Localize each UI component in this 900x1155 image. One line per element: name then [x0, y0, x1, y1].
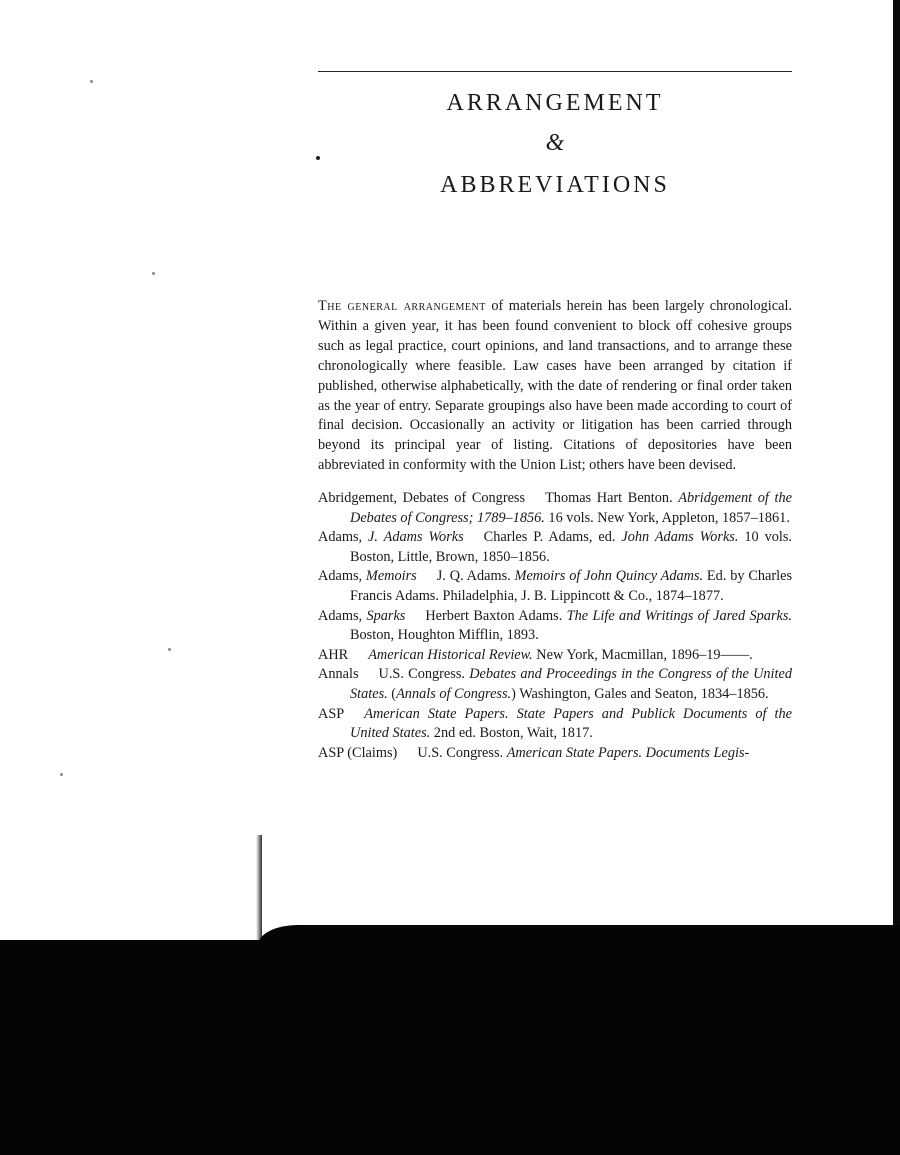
- scan-speck: [152, 272, 155, 275]
- title-ampersand: &: [545, 130, 565, 156]
- list-item: [318, 528, 792, 567]
- intro-body: of materials herein has been largely chronological. Within a given year, it has been found convenient to block off cohesive groups such as legal practice, court opinions, and land transactions, and to arrange these chronologically where feasible. Law cases have been arranged by citation if published, otherwise alphabetically, with the date of rendering or final order taken as the year of entry. Separate groupings also have been made according to court of final decision. Occasionally an activity or litigation has been carried through beyond its principal year of listing. Citations of depositories have been abbreviated in conformity with the Union List; others have been devised.: [318, 298, 792, 474]
- list-item: [318, 567, 792, 606]
- entry-key-italic: Memoirs: [365, 568, 417, 585]
- entry-author: J. Q. Adams.: [436, 568, 511, 585]
- entry-key: Adams,: [318, 529, 369, 546]
- page-title-line1: ARRANGEMENT: [446, 90, 664, 116]
- entry-details: Boston, Houghton Mifflin, 1893.: [350, 627, 539, 644]
- entry-key: Adams,: [318, 568, 366, 585]
- entry-details: 10 vols. Boston, Little, Brown, 1850–1856.: [350, 529, 793, 565]
- entry-details: 2nd ed. Boston, Wait, 1817.: [430, 725, 593, 742]
- page-right-edge-shadow: [893, 0, 900, 1040]
- entry-details: ) Washington, Gales and Seaton, 1834–1856.: [511, 685, 769, 702]
- list-item: [318, 705, 792, 744]
- page-gutter-shadow: [256, 835, 262, 945]
- entry-author: U.S. Congress.: [378, 666, 465, 683]
- entry-title: John Adams Works.: [621, 529, 739, 546]
- list-item: [318, 646, 792, 666]
- entry-details: New York, Macmillan, 1896–19——.: [532, 646, 753, 663]
- entry-author: Charles P. Adams, ed.: [483, 529, 616, 546]
- entry-key: Abridgement, Debates of Congress: [318, 490, 526, 506]
- page-title-line2: ABBREVIATIONS: [440, 172, 670, 198]
- entry-author: Herbert Baxton Adams.: [425, 607, 563, 624]
- entry-key-italic: J. Adams Works: [368, 529, 464, 546]
- entry-title: American State Papers. State Papers and Publick Documents of the United States.: [350, 705, 792, 742]
- entry-key: AHR: [318, 646, 349, 663]
- entry-details: 16 vols. New York, Appleton, 1857–1861.: [544, 509, 790, 526]
- entry-paren: (: [387, 685, 397, 702]
- entry-title: American State Papers. Documents Legis-: [506, 744, 750, 761]
- scan-speck: [90, 80, 93, 83]
- entry-author: Thomas Hart Benton.: [545, 490, 673, 506]
- entry-title: The Life and Writings of Jared Sparks.: [566, 607, 792, 624]
- list-item: [318, 744, 792, 764]
- entry-title: Memoirs of John Quincy Adams.: [514, 568, 704, 585]
- entry-key-italic: Sparks: [366, 607, 406, 624]
- scan-background: [0, 940, 900, 1155]
- entry-key: Adams,: [318, 607, 367, 624]
- scan-speck: [60, 773, 63, 776]
- intro-lead: The general arrangement: [318, 298, 486, 314]
- entry-key: Annals: [318, 666, 359, 683]
- entry-details: Ed. by Charles Francis Adams. Philadelphia, J. B. Lippincott & Co., 1874–1877.: [350, 568, 793, 604]
- entry-title: American Historical Review.: [368, 646, 533, 663]
- entry-alt-title: Annals of Congress.: [396, 685, 512, 702]
- entry-key: ASP: [318, 705, 345, 722]
- list-item: [318, 607, 792, 646]
- abbreviation-list: [318, 489, 792, 763]
- header-rule: [318, 71, 792, 72]
- list-item: [318, 665, 792, 704]
- scan-speck: [168, 648, 171, 651]
- entry-title: Abridgement of the Debates of Congress; 1789–1856.: [350, 490, 792, 526]
- entry-key: ASP (Claims): [318, 744, 398, 761]
- intro-paragraph: [318, 297, 792, 476]
- entry-title: Debates and Proceedings in the Congress of the United States.: [350, 666, 792, 702]
- list-item: [318, 489, 792, 528]
- entry-author: U.S. Congress.: [417, 744, 504, 761]
